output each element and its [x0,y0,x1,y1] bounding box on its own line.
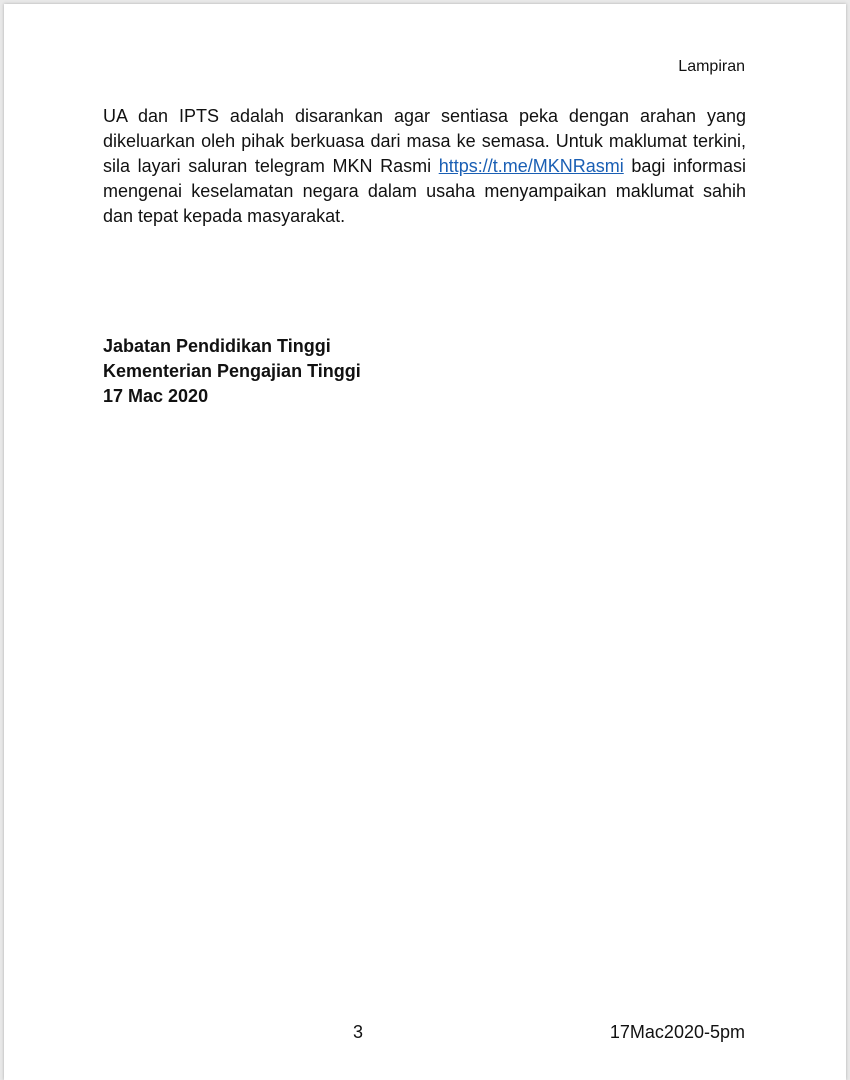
page-number: 3 [353,1022,364,1042]
signature-department: Jabatan Pendidikan Tinggi [103,336,331,356]
footer-document-code: 17Mac2020-5pm [609,1022,745,1042]
signature-block [103,334,361,409]
telegram-link[interactable]: https://t.me/MKNRasmi [438,156,624,176]
body-paragraph [103,104,746,229]
document-page [4,4,846,1080]
paragraph-text-before-link: UA dan IPTS adalah disarankan agar sentiasa peka dengan arahan yang dikeluarkan oleh pihak berkuasa dari masa ke semasa. Untuk maklumat terkini, sila layari saluran telegram MKN Rasmi [103,106,746,176]
signature-date: 17 Mac 2020 [103,386,209,406]
signature-ministry: Kementerian Pengajian Tinggi [103,361,361,381]
paragraph-text-after-link: bagi informasi mengenai keselamatan negara dalam usaha menyampaikan maklumat sahih dan tepat kepada masyarakat. [103,156,746,226]
attachment-label: Lampiran [678,58,745,75]
